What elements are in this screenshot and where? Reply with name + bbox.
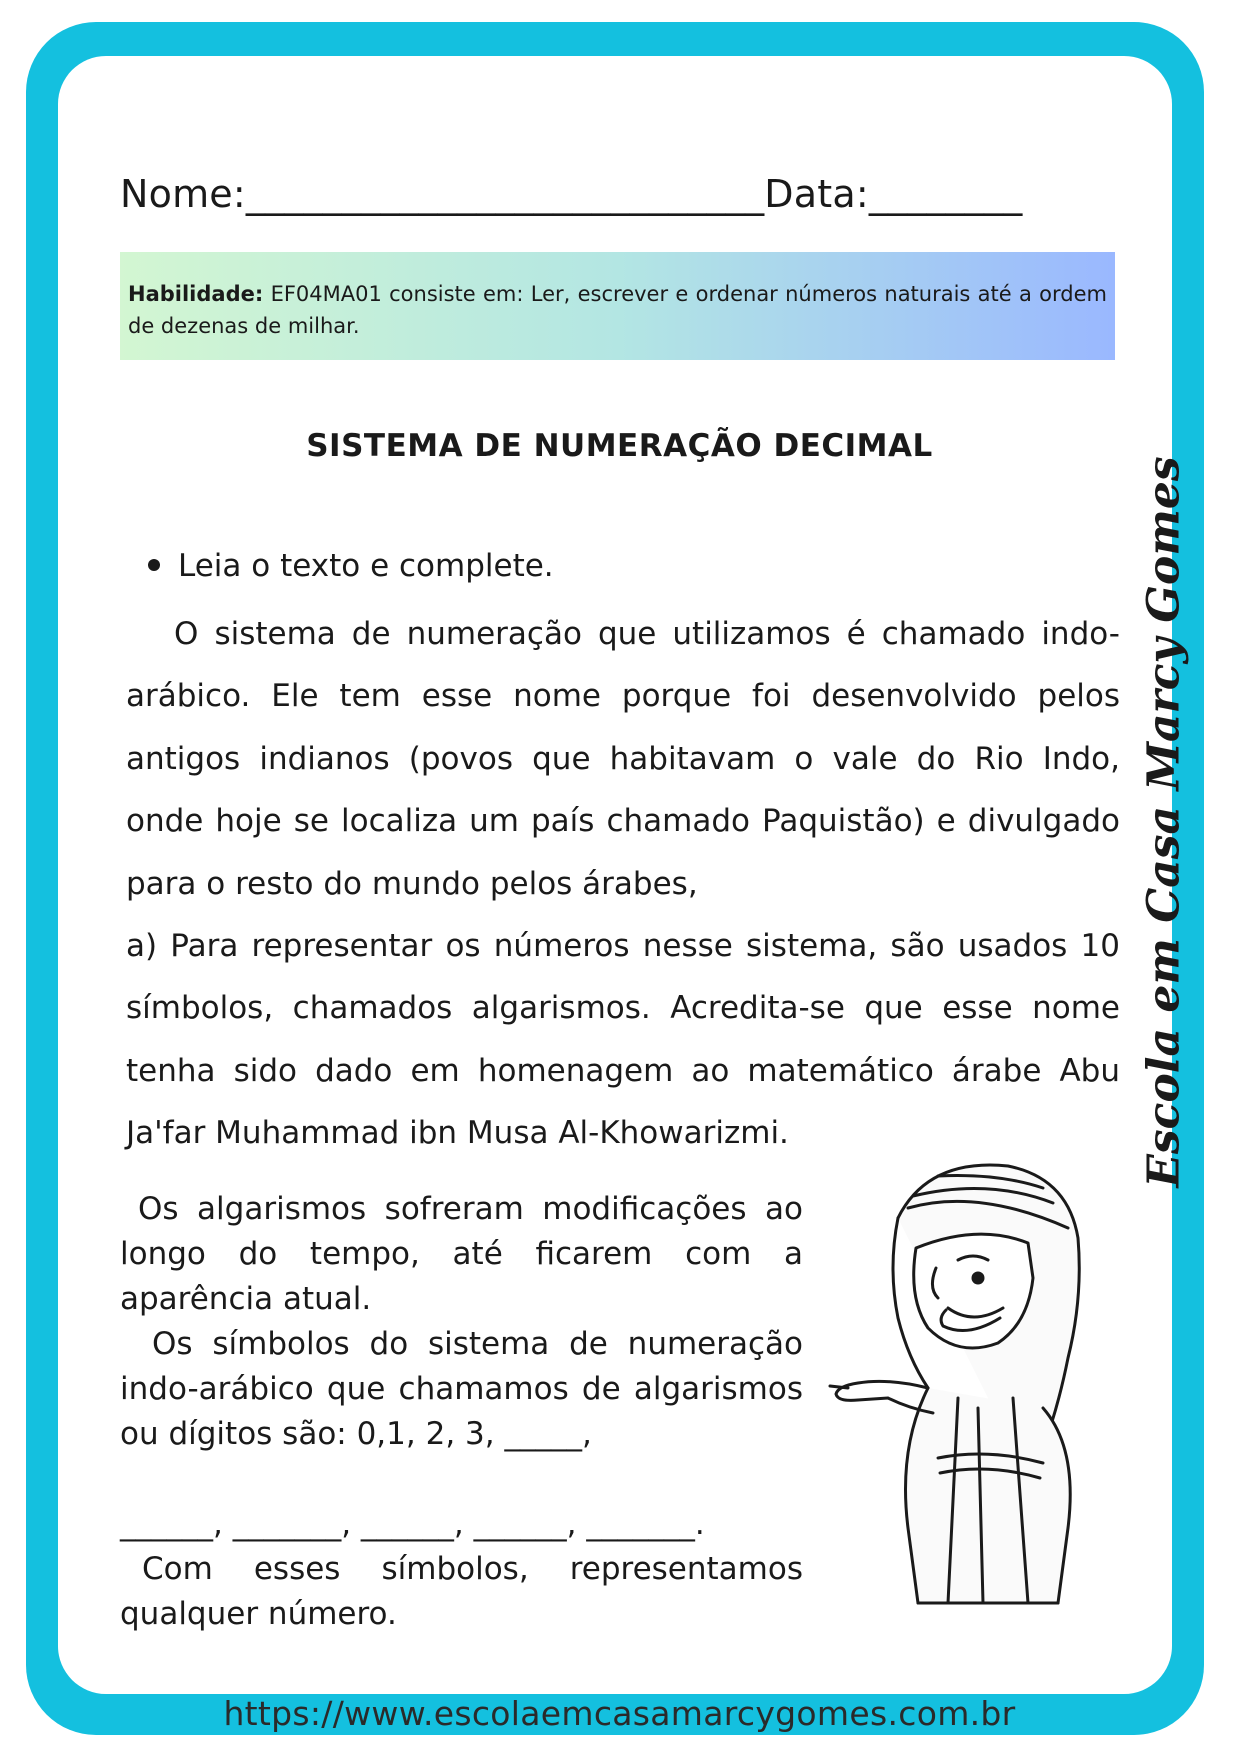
page-title: SISTEMA DE NUMERAÇÃO DECIMAL xyxy=(306,428,933,464)
name-label: Nome: xyxy=(120,172,246,216)
left-column-text xyxy=(120,1187,803,1637)
paragraph-1: O sistema de numeração que utilizamos é chamado indo-arábico. Ele tem esse nome porque foi desenvolvido pelos antigos indianos (povos que habitavam o vale do Rio Indo, onde hoje se localiza um país chamado Paquistão) e divulgado para o resto do mundo pelos árabes, xyxy=(126,616,1120,902)
skill-text: EF04MA01 consiste em: Ler, escrever e ordenar números naturais até a ordem de dezenas de milhar. xyxy=(128,282,1107,338)
digit-blanks: ______, _______, ______, ______, _______. xyxy=(120,1506,705,1542)
spacer xyxy=(120,1457,803,1502)
footer-url[interactable]: https://www.escolaemcasamarcygomes.com.br xyxy=(223,1694,1016,1733)
instruction xyxy=(148,548,554,584)
watermark-side-text: Escola em Casa Marcy Gomes xyxy=(1138,456,1190,1188)
skill-label: Habilidade: xyxy=(128,282,264,306)
arab-scholar-illustration xyxy=(828,1148,1128,1618)
header-line xyxy=(120,172,1080,216)
instruction-text: Leia o texto e complete. xyxy=(178,548,554,584)
bullet-icon xyxy=(148,559,160,571)
name-blank: ___________________________ xyxy=(245,172,765,216)
date-label: Data: xyxy=(764,172,869,216)
main-text xyxy=(126,603,1120,1165)
left-paragraph-3: Com esses símbolos, representamos qualquer número. xyxy=(120,1551,803,1632)
date-blank: ________ xyxy=(868,172,1023,216)
left-paragraph-1: Os algarismos sofreram modificações ao longo do tempo, até ficarem com a aparência atual. xyxy=(120,1191,803,1317)
skill-box xyxy=(120,252,1115,360)
left-paragraph-2: Os símbolos do sistema de numeração indo-arábico que chamamos de algarismos ou dígitos são: 0,1, 2, 3, _____, xyxy=(120,1326,803,1452)
paragraph-2: a) Para representar os números nesse sistema, são usados 10 símbolos, chamados algarismos. Acredita-se que esse nome tenha sido dado em homenagem ao matemático árabe Abu Ja'far Muhammad ibn Musa Al-Khowarizmi. xyxy=(126,928,1120,1152)
